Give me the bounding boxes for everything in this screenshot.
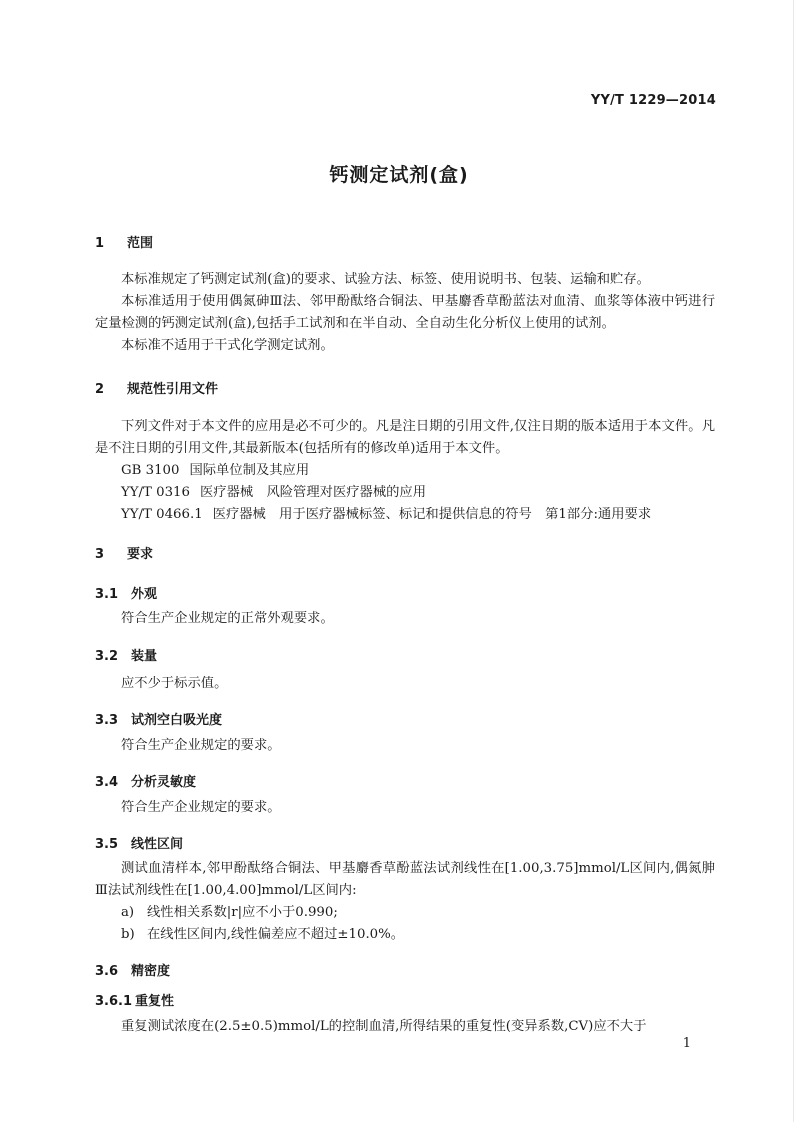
section-1-body bbox=[95, 269, 715, 357]
paragraph: 下列文件对于本文件的应用是必不可少的。凡是注日期的引用文件,仅注日期的版本适用于本文件。凡是不注日期的引用文件,其最新版本(包括所有的修改单)适用于本文件。 bbox=[95, 419, 715, 456]
paragraph: 重复测试浓度在(2.5±0.5)mmol/L的控制血清,所得结果的重复性(变异系数,CV)应不大于 bbox=[121, 1019, 647, 1034]
section-3-heading: 3 要求 bbox=[95, 547, 154, 562]
section-title: 要求 bbox=[127, 547, 154, 562]
subsection-3-5-body bbox=[95, 858, 715, 946]
subsection-3-3-body bbox=[95, 735, 715, 757]
list-item: b) 在线性区间内,线性偏差应不超过±10.0%。 bbox=[121, 927, 405, 942]
reference-item: YY/T 0316 医疗器械 风险管理对医疗器械的应用 bbox=[121, 485, 427, 500]
subsection-3-5-heading: 3.5 线性区间 bbox=[95, 837, 184, 852]
section-title: 范围 bbox=[127, 236, 154, 251]
section-1-heading: 1 范围 bbox=[95, 236, 154, 251]
subsection-3-3-heading: 3.3 试剂空白吸光度 bbox=[95, 713, 223, 728]
section-title: 规范性引用文件 bbox=[127, 382, 219, 397]
standard-number: YY/T 1229—2014 bbox=[590, 93, 716, 108]
reference-item: YY/T 0466.1 医疗器械 用于医疗器械标签、标记和提供信息的符号 第1部分:通用要求 bbox=[121, 507, 652, 522]
paragraph: 本标准适用于使用偶氮砷Ⅲ法、邻甲酚酞络合铜法、甲基麝香草酚蓝法对血清、血浆等体液中钙进行定量检测的钙测定试剂(盒),包括手工试剂和在半自动、全自动生化分析仪上使用的试剂。 bbox=[95, 294, 715, 331]
reference-item: GB 3100 国际单位制及其应用 bbox=[121, 463, 310, 478]
paragraph: 测试血清样本,邻甲酚酞络合铜法、甲基麝香草酚蓝法试剂线性在[1.00,3.75]mmol/L区间内,偶氮胂Ⅲ法试剂线性在[1.00,4.00]mmol/L区间内: bbox=[95, 861, 715, 898]
subsection-3-6-1-heading: 3.6.1 重复性 bbox=[95, 994, 175, 1009]
subsection-3-1-body bbox=[95, 608, 715, 630]
subsection-3-4-heading: 3.4 分析灵敏度 bbox=[95, 775, 197, 790]
section-2-body bbox=[95, 416, 715, 526]
paragraph: 应不少于标示值。 bbox=[121, 676, 228, 691]
paragraph: 符合生产企业规定的正常外观要求。 bbox=[121, 611, 334, 626]
list-item: a) 线性相关系数|r|应不小于0.990; bbox=[121, 905, 338, 920]
section-2-heading: 2 规范性引用文件 bbox=[95, 382, 219, 397]
paragraph: 本标准不适用于干式化学测定试剂。 bbox=[121, 338, 334, 353]
page-number: 1 bbox=[682, 1036, 691, 1051]
subsection-3-6-1-body bbox=[95, 1016, 715, 1038]
subsection-3-6-heading: 3.6 精密度 bbox=[95, 964, 171, 979]
subsection-3-2-heading: 3.2 装量 bbox=[95, 649, 158, 664]
paragraph: 本标准规定了钙测定试剂(盒)的要求、试验方法、标签、使用说明书、包装、运输和贮存。 bbox=[121, 272, 650, 287]
document-title: 钙测定试剂(盒) bbox=[329, 164, 469, 186]
paragraph: 符合生产企业规定的要求。 bbox=[121, 738, 281, 753]
subsection-3-4-body bbox=[95, 797, 715, 819]
subsection-3-2-body bbox=[95, 673, 715, 695]
paragraph: 符合生产企业规定的要求。 bbox=[121, 800, 281, 815]
subsection-3-1-heading: 3.1 外观 bbox=[95, 587, 158, 602]
